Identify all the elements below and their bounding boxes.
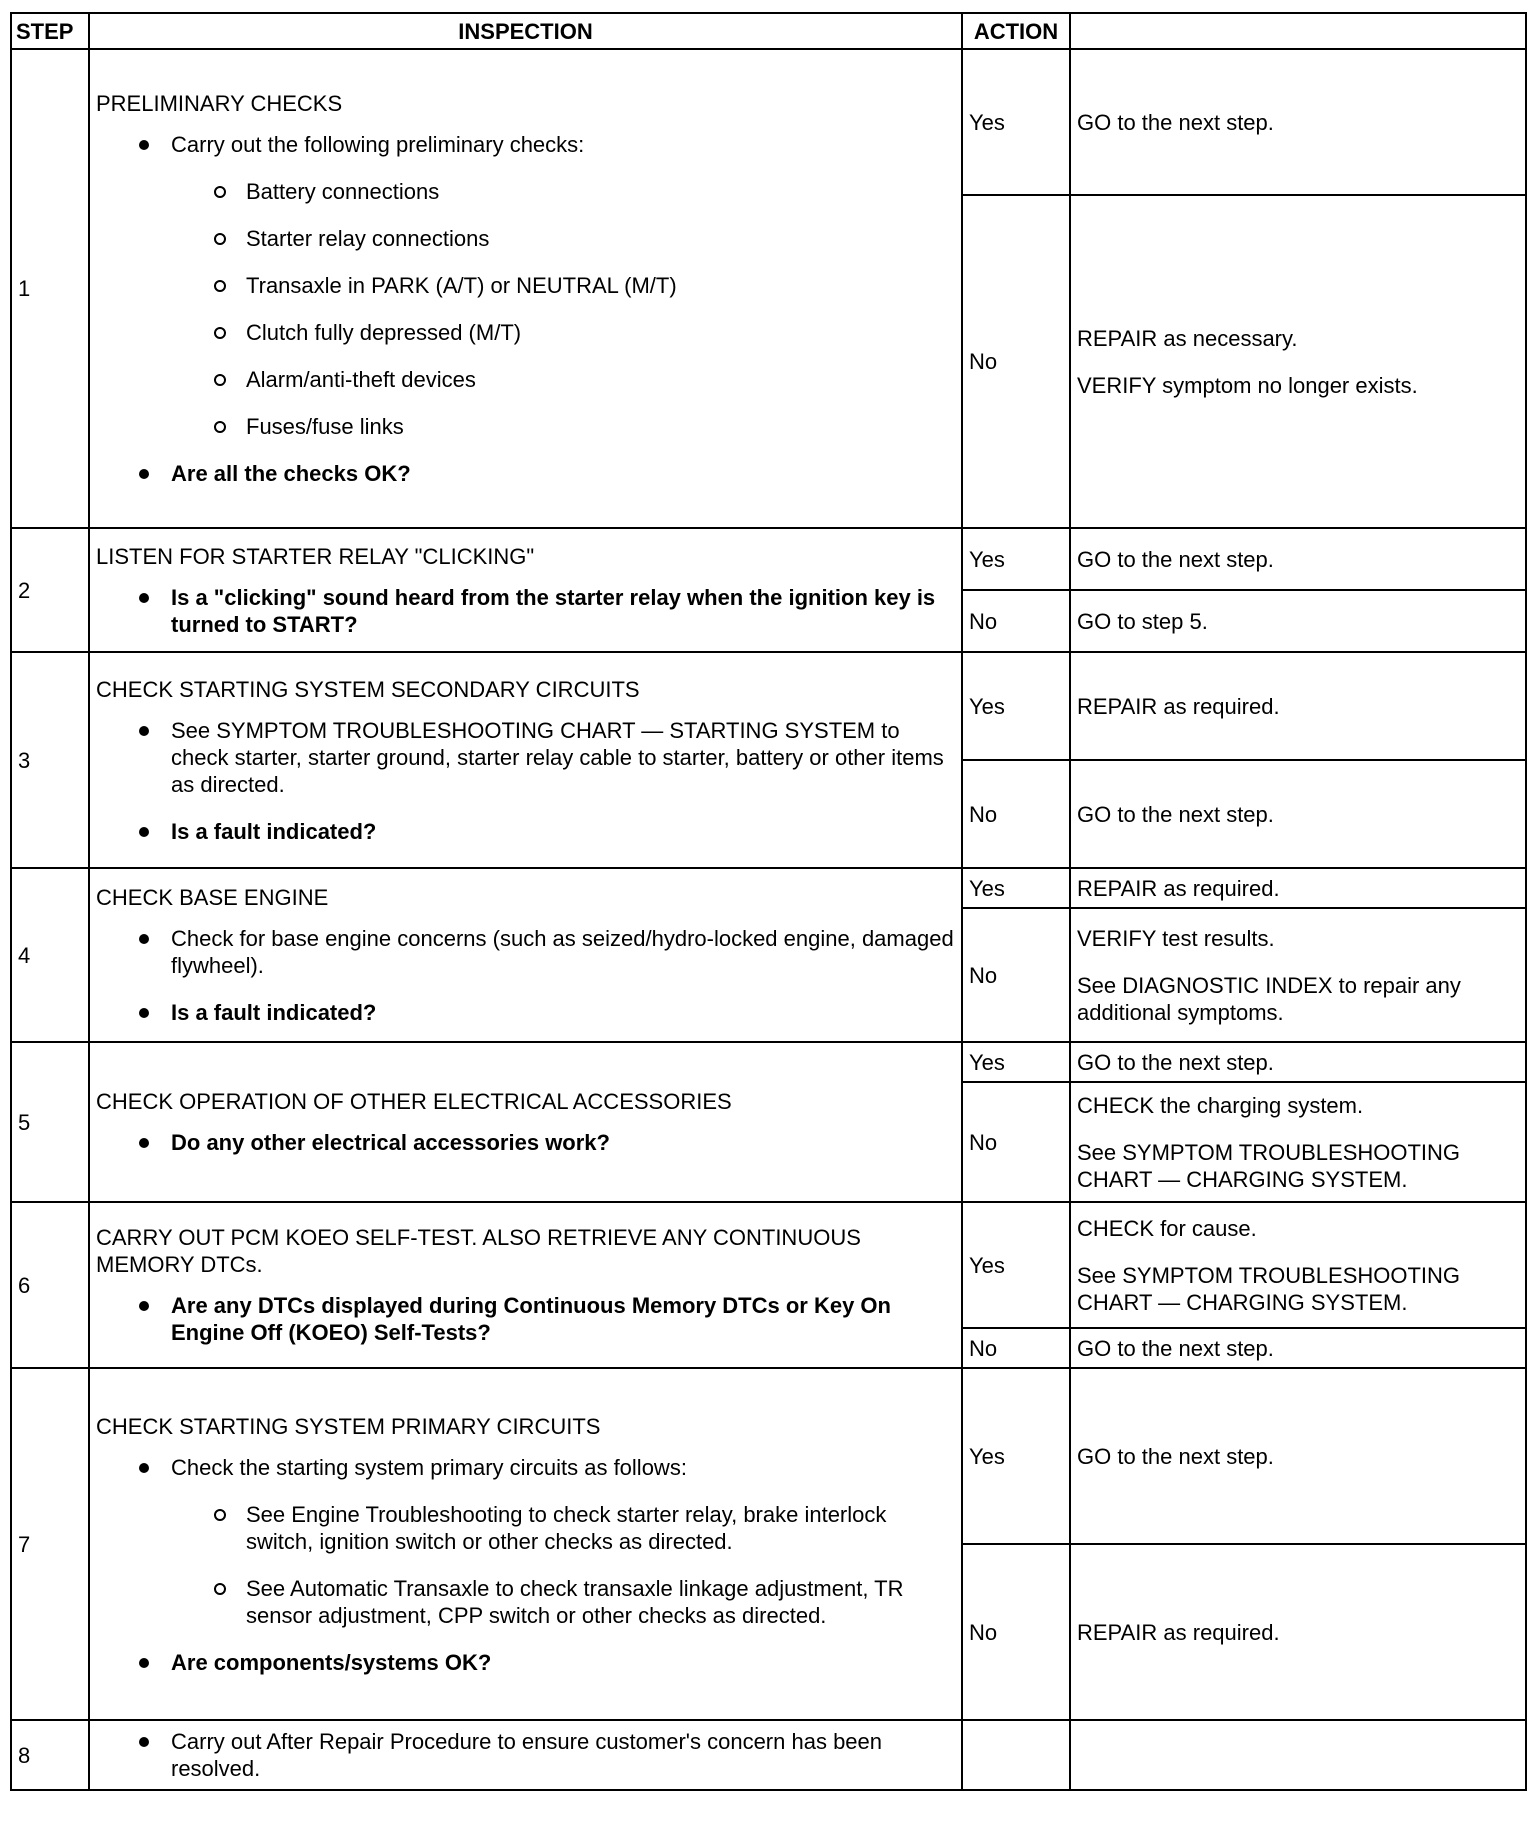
action-text: GO to the next step.	[1077, 1443, 1274, 1469]
step-inspection	[89, 1368, 962, 1720]
action-no	[1070, 1328, 1526, 1368]
action-no	[1070, 760, 1526, 868]
step-instruction: Check for base engine concerns (such as seized/hydro-locked engine, damaged flywheel).	[96, 925, 955, 979]
action-no	[1070, 1544, 1526, 1720]
step-inspection	[89, 652, 962, 868]
step-question: Are all the checks OK?	[96, 460, 955, 487]
header-step: STEP	[11, 13, 89, 49]
answer-yes: Yes	[962, 652, 1070, 760]
step-instruction: See SYMPTOM TROUBLESHOOTING CHART — STARTING SYSTEM to check starter, starter ground, starter relay cable to starter, battery or other items as directed.	[96, 717, 955, 798]
action-text: CHECK the charging system.	[1077, 1092, 1364, 1118]
action-yes	[1070, 1368, 1526, 1544]
step-number: 8	[11, 1720, 89, 1790]
action-empty	[1070, 1720, 1526, 1790]
answer-no: No	[962, 908, 1070, 1042]
check-item: See Engine Troubleshooting to check starter relay, brake interlock switch, ignition switch or other checks as directed.	[96, 1501, 955, 1555]
step-inspection	[89, 1042, 962, 1202]
step-8-row	[11, 1720, 1526, 1790]
step-7-yes-row	[11, 1368, 1526, 1544]
action-text: REPAIR as necessary.	[1077, 325, 1298, 351]
step-inspection	[89, 1720, 962, 1790]
answer-yes: Yes	[962, 1368, 1070, 1544]
answer-yes: Yes	[962, 49, 1070, 195]
action-yes	[1070, 1202, 1526, 1328]
step-1-yes-row	[11, 49, 1526, 195]
step-inspection	[89, 528, 962, 652]
step-question: Are any DTCs displayed during Continuous Memory DTCs or Key On Engine Off (KOEO) Self-Tests?	[96, 1292, 955, 1346]
action-text: GO to the next step.	[1077, 109, 1274, 135]
step-title: CHECK BASE ENGINE	[96, 885, 329, 910]
header-row	[11, 13, 1526, 49]
header-action: ACTION	[962, 13, 1070, 49]
diagnostic-table	[10, 12, 1527, 1791]
action-text: GO to the next step.	[1077, 801, 1274, 827]
action-no	[1070, 908, 1526, 1042]
step-title: PRELIMINARY CHECKS	[96, 91, 343, 116]
step-question: Are components/systems OK?	[96, 1649, 955, 1676]
check-item: Fuses/fuse links	[96, 413, 955, 440]
answer-yes: Yes	[962, 868, 1070, 908]
action-yes	[1070, 868, 1526, 908]
step-title: LISTEN FOR STARTER RELAY "CLICKING"	[96, 543, 535, 569]
action-no	[1070, 195, 1526, 528]
action-text: See SYMPTOM TROUBLESHOOTING CHART — CHARGING SYSTEM.	[1077, 1139, 1461, 1192]
action-text: REPAIR as required.	[1077, 693, 1280, 719]
step-title: CARRY OUT PCM KOEO SELF-TEST. ALSO RETRIEVE ANY CONTINUOUS MEMORY DTCs.	[96, 1225, 861, 1277]
action-yes	[1070, 652, 1526, 760]
step-question: Is a "clicking" sound heard from the starter relay when the ignition key is turned to START?	[96, 584, 955, 638]
step-question: Is a fault indicated?	[96, 818, 955, 845]
check-item: Transaxle in PARK (A/T) or NEUTRAL (M/T)	[96, 272, 955, 299]
action-no	[1070, 1082, 1526, 1202]
step-6-yes-row	[11, 1202, 1526, 1328]
step-number: 4	[11, 868, 89, 1042]
step-number: 5	[11, 1042, 89, 1202]
step-instruction: Check the starting system primary circuits as follows:	[96, 1454, 955, 1481]
step-title: CHECK OPERATION OF OTHER ELECTRICAL ACCESSORIES	[96, 1089, 732, 1114]
answer-yes: Yes	[962, 528, 1070, 590]
step-instruction: Carry out the following preliminary checks:	[96, 131, 955, 158]
check-item: Starter relay connections	[96, 225, 955, 252]
step-number: 7	[11, 1368, 89, 1720]
check-item: Alarm/anti-theft devices	[96, 366, 955, 393]
action-text: GO to the next step.	[1077, 1335, 1274, 1361]
action-text: GO to the next step.	[1077, 1049, 1274, 1075]
action-no	[1070, 590, 1526, 652]
step-question: Do any other electrical accessories work?	[96, 1129, 955, 1156]
step-inspection	[89, 49, 962, 528]
step-inspection	[89, 1202, 962, 1368]
action-text: CHECK for cause.	[1077, 1215, 1257, 1241]
header-inspection: INSPECTION	[89, 13, 962, 49]
answer-no: No	[962, 1082, 1070, 1202]
check-item: Battery connections	[96, 178, 955, 205]
answer-no: No	[962, 1544, 1070, 1720]
step-number: 3	[11, 652, 89, 868]
check-item: Clutch fully depressed (M/T)	[96, 319, 955, 346]
step-4-yes-row	[11, 868, 1526, 908]
action-text: VERIFY symptom no longer exists.	[1077, 372, 1418, 398]
step-number: 1	[11, 49, 89, 528]
step-title: CHECK STARTING SYSTEM PRIMARY CIRCUITS	[96, 1413, 601, 1439]
step-instruction: Carry out After Repair Procedure to ensure customer's concern has been resolved.	[96, 1728, 955, 1782]
answer-no: No	[962, 195, 1070, 528]
action-text: See DIAGNOSTIC INDEX to repair any additional symptoms.	[1077, 972, 1461, 1025]
step-3-yes-row	[11, 652, 1526, 760]
action-text: REPAIR as required.	[1077, 875, 1280, 901]
answer-yes: Yes	[962, 1202, 1070, 1328]
step-2-yes-row	[11, 528, 1526, 590]
action-text: GO to step 5.	[1077, 608, 1208, 634]
action-yes	[1070, 49, 1526, 195]
action-text: REPAIR as required.	[1077, 1619, 1280, 1645]
header-result	[1070, 13, 1526, 49]
action-text: See SYMPTOM TROUBLESHOOTING CHART — CHARGING SYSTEM.	[1077, 1262, 1461, 1315]
step-inspection	[89, 868, 962, 1042]
step-question: Is a fault indicated?	[96, 999, 955, 1026]
answer-no: No	[962, 760, 1070, 868]
check-item: See Automatic Transaxle to check transaxle linkage adjustment, TR sensor adjustment, CPP switch or other checks as directed.	[96, 1575, 955, 1629]
answer-no: No	[962, 1328, 1070, 1368]
action-yes	[1070, 528, 1526, 590]
action-text: VERIFY test results.	[1077, 925, 1275, 951]
step-number: 2	[11, 528, 89, 652]
step-title: CHECK STARTING SYSTEM SECONDARY CIRCUITS	[96, 676, 640, 702]
answer-yes: Yes	[962, 1042, 1070, 1082]
step-5-yes-row	[11, 1042, 1526, 1082]
answer-no: No	[962, 590, 1070, 652]
step-number: 6	[11, 1202, 89, 1368]
action-yes	[1070, 1042, 1526, 1082]
action-text: GO to the next step.	[1077, 546, 1274, 572]
answer-empty	[962, 1720, 1070, 1790]
